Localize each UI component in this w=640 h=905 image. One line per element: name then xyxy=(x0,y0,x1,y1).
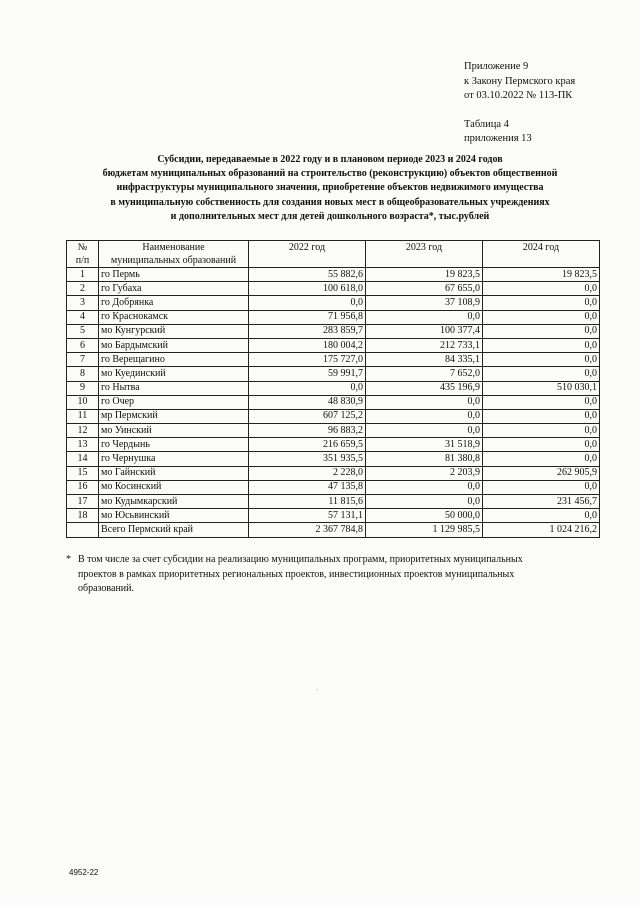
value-2023: 37 108,9 xyxy=(366,296,483,310)
municipality-name: мо Косинский xyxy=(99,480,249,494)
spacer xyxy=(464,104,575,118)
row-number: 16 xyxy=(67,480,99,494)
header-number xyxy=(67,241,99,268)
value-2023: 0,0 xyxy=(366,480,483,494)
row-number: 4 xyxy=(67,310,99,324)
value-2024: 0,0 xyxy=(483,438,600,452)
header-name xyxy=(99,241,249,268)
value-2024: 0,0 xyxy=(483,338,600,352)
value-2024: 510 030,1 xyxy=(483,381,600,395)
total-2023: 1 129 985,5 xyxy=(366,523,483,537)
total-row xyxy=(67,523,600,537)
value-2023: 0,0 xyxy=(366,424,483,438)
value-2023: 81 380,8 xyxy=(366,452,483,466)
document-title xyxy=(70,153,590,224)
header-2024: 2024 год xyxy=(483,241,600,268)
table-row xyxy=(67,438,600,452)
appendix-line: Таблица 4 xyxy=(464,118,509,130)
header-number-line1: № xyxy=(77,242,88,253)
table-row xyxy=(67,409,600,423)
municipality-name: мо Бардымский xyxy=(99,338,249,352)
value-2022: 0,0 xyxy=(249,381,366,395)
value-2023: 100 377,4 xyxy=(366,324,483,338)
municipality-name: го Губаха xyxy=(99,282,249,296)
value-2023: 2 203,9 xyxy=(366,466,483,480)
row-number: 2 xyxy=(67,282,99,296)
value-2023: 0,0 xyxy=(366,395,483,409)
value-2024: 262 905,9 xyxy=(483,466,600,480)
municipality-name: мо Кунгурский xyxy=(99,324,249,338)
table-row xyxy=(67,509,600,523)
municipality-name: мр Пермский xyxy=(99,409,249,423)
value-2022: 607 125,2 xyxy=(249,409,366,423)
municipality-name: мо Куединский xyxy=(99,367,249,381)
value-2024: 0,0 xyxy=(483,452,600,466)
row-number: 13 xyxy=(67,438,99,452)
value-2024: 0,0 xyxy=(483,296,600,310)
value-2022: 180 004,2 xyxy=(249,338,366,352)
municipality-name: го Чернушка xyxy=(99,452,249,466)
scan-speck: · xyxy=(316,686,319,694)
value-2024: 0,0 xyxy=(483,310,600,324)
value-2024: 0,0 xyxy=(483,424,600,438)
value-2024: 0,0 xyxy=(483,395,600,409)
value-2024: 0,0 xyxy=(483,324,600,338)
appendix-line: приложения 13 xyxy=(464,133,532,144)
value-2022: 71 956,8 xyxy=(249,310,366,324)
title-line: Субсидии, передаваемые в 2022 году и в плановом периоде 2023 и 2024 годов xyxy=(157,154,503,165)
municipality-name: го Краснокамск xyxy=(99,310,249,324)
footnote xyxy=(66,553,596,597)
table-row xyxy=(67,282,600,296)
municipality-name: го Чердынь xyxy=(99,438,249,452)
total-2022: 2 367 784,8 xyxy=(249,523,366,537)
value-2023: 0,0 xyxy=(366,310,483,324)
table-row xyxy=(67,452,600,466)
municipality-name: го Добрянка xyxy=(99,296,249,310)
value-2022: 47 135,8 xyxy=(249,480,366,494)
value-2022: 0,0 xyxy=(249,296,366,310)
total-label: Всего Пермский край xyxy=(99,523,249,537)
footnote-line: проектов в рамках приоритетных региональных проектов, инвестиционных проектов муниципальных xyxy=(78,568,515,580)
row-number: 7 xyxy=(67,353,99,367)
value-2024: 0,0 xyxy=(483,353,600,367)
value-2024: 0,0 xyxy=(483,409,600,423)
table-row xyxy=(67,381,600,395)
value-2022: 2 228,0 xyxy=(249,466,366,480)
row-number: 6 xyxy=(67,338,99,352)
value-2023: 435 196,9 xyxy=(366,381,483,395)
value-2022: 283 859,7 xyxy=(249,324,366,338)
value-2024: 0,0 xyxy=(483,480,600,494)
value-2024: 0,0 xyxy=(483,509,600,523)
value-2023: 0,0 xyxy=(366,409,483,423)
appendix-reference xyxy=(464,60,575,147)
value-2022: 175 727,0 xyxy=(249,353,366,367)
value-2023: 50 000,0 xyxy=(366,509,483,523)
value-2022: 100 618,0 xyxy=(249,282,366,296)
value-2023: 31 518,9 xyxy=(366,438,483,452)
row-number: 14 xyxy=(67,452,99,466)
table-row xyxy=(67,466,600,480)
municipality-name: мо Гайнский xyxy=(99,466,249,480)
document-number: 4952-22 xyxy=(69,868,99,877)
value-2022: 59 991,7 xyxy=(249,367,366,381)
value-2022: 48 830,9 xyxy=(249,395,366,409)
row-number: 3 xyxy=(67,296,99,310)
municipality-name: го Очер xyxy=(99,395,249,409)
table-row xyxy=(67,268,600,282)
header-2022: 2022 год xyxy=(249,241,366,268)
row-number: 17 xyxy=(67,495,99,509)
municipality-name: мо Юсьвинский xyxy=(99,509,249,523)
value-2023: 7 652,0 xyxy=(366,367,483,381)
value-2024: 231 456,7 xyxy=(483,495,600,509)
table-body xyxy=(67,268,600,523)
value-2024: 0,0 xyxy=(483,367,600,381)
value-2022: 351 935,5 xyxy=(249,452,366,466)
row-number: 12 xyxy=(67,424,99,438)
row-number: 8 xyxy=(67,367,99,381)
row-number: 1 xyxy=(67,268,99,282)
table-row xyxy=(67,424,600,438)
appendix-line: от 03.10.2022 № 113-ПК xyxy=(464,90,573,101)
row-number: 10 xyxy=(67,395,99,409)
value-2023: 19 823,5 xyxy=(366,268,483,282)
value-2023: 84 335,1 xyxy=(366,353,483,367)
title-line: бюджетам муниципальных образований на строительство (реконструкцию) объектов общественной xyxy=(102,168,558,180)
value-2022: 55 882,6 xyxy=(249,268,366,282)
value-2022: 57 131,1 xyxy=(249,509,366,523)
total-2024: 1 024 216,2 xyxy=(483,523,600,537)
value-2024: 0,0 xyxy=(483,282,600,296)
header-name-line2: муниципальных образований xyxy=(110,255,237,266)
table-row xyxy=(67,480,600,494)
municipality-name: мо Кудымкарский xyxy=(99,495,249,509)
table-row xyxy=(67,338,600,352)
table-row xyxy=(67,395,600,409)
row-number: 9 xyxy=(67,381,99,395)
table-footer xyxy=(67,523,600,537)
value-2023: 67 655,0 xyxy=(366,282,483,296)
total-number-cell xyxy=(67,523,99,537)
header-name-line1: Наименование xyxy=(142,242,205,253)
appendix-line: Приложение 9 xyxy=(464,61,529,72)
table-row xyxy=(67,324,600,338)
table-row xyxy=(67,367,600,381)
municipality-name: мо Уинский xyxy=(99,424,249,438)
table-row xyxy=(67,353,600,367)
header-2023: 2023 год xyxy=(366,241,483,268)
title-line: инфраструктуры муниципального значения, приобретение объектов недвижимого имущества xyxy=(116,182,544,194)
table-row xyxy=(67,495,600,509)
table-row xyxy=(67,296,600,310)
row-number: 15 xyxy=(67,466,99,480)
footnote-line: В том числе за счет субсидии на реализацию муниципальных программ, приоритетных муниципальных xyxy=(78,554,523,565)
row-number: 5 xyxy=(67,324,99,338)
value-2022: 96 883,2 xyxy=(249,424,366,438)
value-2023: 0,0 xyxy=(366,495,483,509)
subsidies-table xyxy=(66,240,600,538)
value-2023: 212 733,1 xyxy=(366,338,483,352)
row-number: 18 xyxy=(67,509,99,523)
table-row xyxy=(67,310,600,324)
table-header xyxy=(67,241,600,268)
municipality-name: го Нытва xyxy=(99,381,249,395)
footnote-marker: * xyxy=(66,554,71,565)
title-line: и дополнительных мест для детей дошкольного возраста*, тыс.рублей xyxy=(170,210,490,222)
row-number: 11 xyxy=(67,409,99,423)
municipality-name: го Верещагино xyxy=(99,353,249,367)
value-2022: 11 815,6 xyxy=(249,495,366,509)
footnote-line: образований. xyxy=(78,583,135,594)
appendix-line: к Закону Пермского края xyxy=(464,75,576,87)
value-2022: 216 659,5 xyxy=(249,438,366,452)
municipality-name: го Пермь xyxy=(99,268,249,282)
value-2024: 19 823,5 xyxy=(483,268,600,282)
title-line: в муниципальную собственность для создания новых мест в общеобразовательных учреждениях xyxy=(110,196,550,208)
header-number-line2: п/п xyxy=(75,255,90,266)
